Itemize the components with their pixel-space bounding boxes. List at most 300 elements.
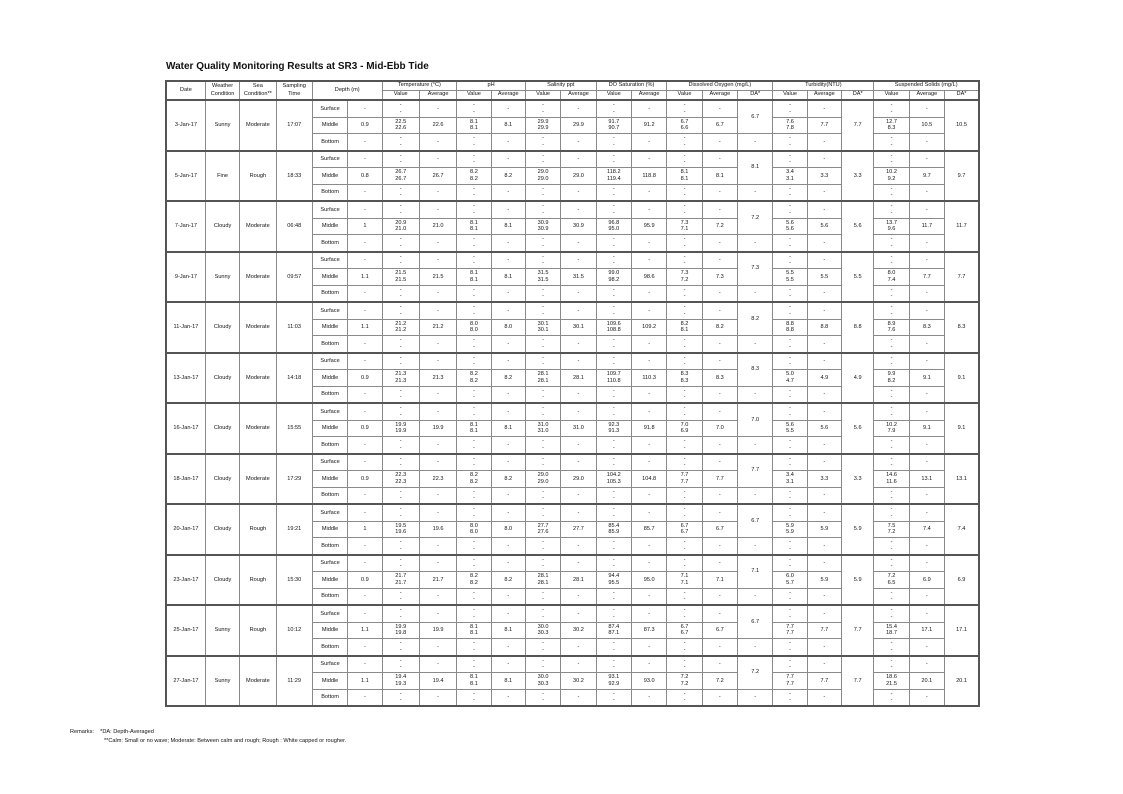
ph-average-cell: 8.2 <box>491 572 525 589</box>
suspended-solids-value-cell-1: - <box>890 102 893 109</box>
do-saturation-value-cell <box>596 117 631 134</box>
suspended-solids-value-cell-1: 18.6 <box>886 674 897 681</box>
suspended-solids-value-cell-2: 11.6 <box>886 478 897 485</box>
dissolved-oxygen-da-cell: 8.3 <box>738 353 773 387</box>
do-saturation-value-cell-2: - <box>612 192 615 199</box>
temperature-value-cell <box>382 403 419 420</box>
salinity-average-cell: - <box>561 403 596 420</box>
ph-value-cell-1: - <box>473 253 475 260</box>
salinity-average-cell: 30.2 <box>561 673 596 690</box>
salinity-value-cell <box>525 100 560 117</box>
turbidity-average-cell: - <box>807 538 841 555</box>
turbidity-value-cell <box>773 673 807 690</box>
do-saturation-value-cell-2: - <box>612 209 615 216</box>
salinity-value-cell-1: 29.9 <box>537 118 549 125</box>
do-saturation-value-cell-2: 105.3 <box>606 478 621 485</box>
temperature-value-cell-2: - <box>399 462 402 469</box>
ss-average-subheader: Average <box>909 91 944 101</box>
ph-average-cell: 8.1 <box>491 269 525 286</box>
suspended-solids-value-cell <box>874 370 909 387</box>
temperature-value-cell <box>382 370 419 387</box>
turbidity-average-cell: 7.7 <box>807 622 841 639</box>
suspended-solids-average-cell: 9.1 <box>909 420 944 437</box>
dissolved-oxygen-average-cell: 7.1 <box>702 572 737 589</box>
do-saturation-value-cell-1: - <box>612 236 615 243</box>
dissolved-oxygen-value-cell <box>667 151 702 168</box>
turbidity-value-cell-2: - <box>789 159 791 166</box>
salinity-value-cell <box>525 403 560 420</box>
turbidity-value-cell-2: - <box>789 664 791 671</box>
ph-value-cell <box>457 504 491 521</box>
weather-cell: Sunny <box>205 605 239 656</box>
salinity-value-cell <box>525 487 560 504</box>
depth-level-label: Middle <box>312 117 347 134</box>
suspended-solids-value-cell-1: - <box>890 185 893 192</box>
dissolved-oxygen-value-cell-1: - <box>683 152 686 159</box>
temperature-value-cell-2: - <box>399 192 402 199</box>
salinity-value-cell <box>525 504 560 521</box>
do-saturation-average-cell: - <box>631 302 666 319</box>
depth-level-label: Middle <box>312 370 347 387</box>
temperature-value-cell-1: - <box>399 506 402 513</box>
do-saturation-value-cell-2: - <box>612 697 615 704</box>
dissolved-oxygen-value-cell-2: - <box>683 159 686 166</box>
ph-value-cell-2: - <box>473 159 475 166</box>
salinity-average-cell: - <box>561 184 596 201</box>
ph-average-cell: 8.2 <box>491 370 525 387</box>
turbidity-value-cell-2: 7.8 <box>786 125 794 132</box>
temperature-value-cell <box>382 454 419 471</box>
salinity-value-cell-2: - <box>542 444 545 451</box>
do-saturation-value-cell <box>596 538 631 555</box>
salinity-value-cell-2: - <box>542 545 545 552</box>
ph-value-cell-1: 8.2 <box>470 472 478 479</box>
turbidity-value-cell-1: - <box>789 539 791 546</box>
ph-average-cell: 8.2 <box>491 168 525 185</box>
do-saturation-value-cell-2: - <box>612 444 615 451</box>
suspended-solids-value-cell <box>874 538 909 555</box>
salinity-value-cell <box>525 353 560 370</box>
ph-average-cell: - <box>491 252 525 269</box>
suspended-solids-average-cell: - <box>909 555 944 572</box>
temperature-average-cell: - <box>419 184 456 201</box>
turbidity-value-cell <box>773 437 807 454</box>
dissolved-oxygen-value-cell-1: - <box>683 488 686 495</box>
do-saturation-value-cell-1: - <box>612 203 615 210</box>
dissolved-oxygen-value-cell <box>667 184 702 201</box>
ph-value-cell-1: 8.2 <box>470 371 478 378</box>
suspended-solids-average-cell: 11.7 <box>909 218 944 235</box>
dissolved-oxygen-value-cell <box>667 639 702 656</box>
ph-value-cell-2: - <box>473 192 475 199</box>
suspended-solids-value-cell-1: 13.7 <box>886 219 897 226</box>
depth-value-cell: 1.1 <box>348 319 382 336</box>
temperature-value-cell-1: - <box>399 607 402 614</box>
ph-average-cell: - <box>491 100 525 117</box>
dissolved-oxygen-value-cell-2: 7.2 <box>680 276 689 283</box>
salinity-value-cell-2: - <box>542 411 545 418</box>
turbidity-value-cell <box>773 168 807 185</box>
do-saturation-value-cell <box>596 487 631 504</box>
temperature-value-cell <box>382 117 419 134</box>
ph-value-cell-2: - <box>473 209 475 216</box>
suspended-solids-average-cell: - <box>909 437 944 454</box>
ph-average-cell: - <box>491 302 525 319</box>
do-saturation-average-cell: - <box>631 689 666 706</box>
dissolved-oxygen-average-cell: 7.3 <box>702 269 737 286</box>
salinity-average-cell: - <box>561 386 596 403</box>
turbidity-value-cell-1: - <box>789 152 791 159</box>
turbidity-value-cell-1: - <box>789 438 791 445</box>
ph-value-cell-1: 8.1 <box>470 219 478 226</box>
do-saturation-value-cell-2: - <box>612 159 615 166</box>
temperature-value-cell-1: - <box>399 438 402 445</box>
date-cell: 16-Jan-17 <box>166 403 205 454</box>
dissolved-oxygen-da-cell: 7.3 <box>738 252 773 286</box>
sampling-time-cell: 15:55 <box>276 403 312 454</box>
temperature-value-cell <box>382 588 419 605</box>
temperature-value-cell-1: - <box>399 690 402 697</box>
dissolved-oxygen-average-cell: - <box>702 555 737 572</box>
depth-value-cell: - <box>348 252 382 269</box>
dissolved-oxygen-value-cell <box>667 572 702 589</box>
turbidity-value-cell-1: - <box>789 690 791 697</box>
ph-value-cell-1: - <box>473 488 475 495</box>
turbidity-value-cell-2: - <box>789 697 791 704</box>
temperature-value-cell-1: 26.7 <box>395 169 407 176</box>
temperature-average-cell: - <box>419 487 456 504</box>
do-saturation-value-cell-1: 85.4 <box>608 522 620 529</box>
do-saturation-average-cell: - <box>631 403 666 420</box>
turbidity-value-cell-2: - <box>789 495 791 502</box>
temperature-value-cell-1: - <box>399 152 402 159</box>
suspended-solids-value-cell-2: 9.6 <box>887 226 896 233</box>
dissolved-oxygen-value-cell-2: 8.1 <box>680 327 689 334</box>
dissolved-oxygen-value-cell <box>667 134 702 151</box>
do-saturation-value-cell <box>596 235 631 252</box>
salinity-value-cell-2: 29.0 <box>537 478 549 485</box>
suspended-solids-average-cell: - <box>909 656 944 673</box>
turbidity-average-cell: - <box>807 639 841 656</box>
ph-value-cell-1: - <box>473 438 475 445</box>
temperature-value-cell-2: - <box>399 563 402 570</box>
remarks-da-note: *DA: Depth-Averaged <box>100 729 154 735</box>
do-saturation-average-cell: - <box>631 639 666 656</box>
dissolved-oxygen-da-cell: 6.7 <box>738 100 773 134</box>
suspended-solids-value-cell-1: - <box>890 387 893 394</box>
turbidity-value-cell-2: - <box>789 361 791 368</box>
depth-level-label: Bottom <box>312 386 347 403</box>
salinity-average-cell: - <box>561 504 596 521</box>
do-saturation-value-cell <box>596 370 631 387</box>
salinity-value-cell-2: - <box>542 512 545 519</box>
dissolved-oxygen-da-cell: - <box>738 538 773 555</box>
suspended-solids-value-cell-2: - <box>890 394 893 401</box>
sampling-time-cell: 18:33 <box>276 151 312 202</box>
temperature-value-cell-1: - <box>399 203 402 210</box>
suspended-solids-average-cell: 9.1 <box>909 370 944 387</box>
turbidity-average-cell: - <box>807 454 841 471</box>
salinity-value-cell <box>525 201 560 218</box>
salinity-value-cell-2: - <box>542 361 545 368</box>
do-saturation-value-cell <box>596 572 631 589</box>
turbidity-average-cell: - <box>807 285 841 302</box>
temp-average-subheader: Average <box>419 91 456 101</box>
date-cell: 18-Jan-17 <box>166 454 205 505</box>
ph-average-cell: 8.2 <box>491 471 525 488</box>
suspended-solids-value-cell <box>874 572 909 589</box>
ph-value-cell <box>457 151 491 168</box>
depth-value-cell: - <box>348 151 382 168</box>
suspended-solids-value-cell-2: - <box>890 108 893 115</box>
do-saturation-value-cell-1: - <box>612 152 615 159</box>
salinity-value-cell <box>525 622 560 639</box>
dissolved-oxygen-value-cell-2: - <box>683 613 686 620</box>
remarks-line-1 <box>70 729 154 735</box>
dissolved-oxygen-average-cell: - <box>702 285 737 302</box>
dissolved-oxygen-da-cell: - <box>738 386 773 403</box>
do-saturation-value-cell-1: - <box>612 640 615 647</box>
salinity-value-cell <box>525 252 560 269</box>
temperature-value-cell-1: - <box>399 387 402 394</box>
temperature-value-cell-2: 19.3 <box>395 680 407 687</box>
ph-value-cell-2: - <box>473 293 475 300</box>
dissolved-oxygen-value-cell <box>667 269 702 286</box>
salinity-value-cell <box>525 235 560 252</box>
salinity-value-cell-1: - <box>542 337 545 344</box>
temperature-average-cell: - <box>419 588 456 605</box>
turbidity-value-cell-2: - <box>789 209 791 216</box>
salinity-value-cell <box>525 605 560 622</box>
do-saturation-value-cell-1: 118.2 <box>607 169 621 176</box>
ph-value-cell-1: - <box>473 539 475 546</box>
table-row <box>166 302 979 319</box>
suspended-solids-average-cell: - <box>909 302 944 319</box>
turbidity-average-cell: 5.5 <box>807 269 841 286</box>
do-saturation-value-cell-1: - <box>612 488 615 495</box>
salinity-value-cell-1: - <box>542 690 545 697</box>
depth-value-cell: - <box>348 504 382 521</box>
temperature-average-cell: 22.3 <box>419 471 456 488</box>
dissolved-oxygen-value-cell <box>667 370 702 387</box>
temperature-average-cell: 21.7 <box>419 572 456 589</box>
dissolved-oxygen-value-cell <box>667 622 702 639</box>
turbidity-average-cell: - <box>807 235 841 252</box>
suspended-solids-value-cell-2: - <box>890 159 893 166</box>
suspended-solids-average-cell: 10.5 <box>909 117 944 134</box>
temperature-average-cell: - <box>419 252 456 269</box>
turbidity-value-cell <box>773 622 807 639</box>
sea-condition-cell: Rough <box>240 504 276 555</box>
turbidity-value-cell-1: 7.6 <box>786 118 794 125</box>
turbidity-value-cell <box>773 689 807 706</box>
date-cell: 23-Jan-17 <box>166 555 205 606</box>
ph-average-cell: 8.1 <box>491 622 525 639</box>
ph-average-subheader: Average <box>491 91 525 101</box>
do-saturation-average-cell: - <box>631 487 666 504</box>
suspended-solids-value-cell-1: 14.6 <box>886 472 897 479</box>
depth-level-label: Surface <box>312 504 347 521</box>
turbidity-da-cell: 3.3 <box>842 454 874 505</box>
turbidity-average-cell: 5.9 <box>807 521 841 538</box>
suspended-solids-value-cell-1: - <box>890 152 893 159</box>
salinity-value-cell <box>525 218 560 235</box>
ph-value-cell <box>457 319 491 336</box>
sampling-time-cell: 11:03 <box>276 302 312 353</box>
dissolved-oxygen-value-cell-2: - <box>683 596 686 603</box>
salinity-average-cell: 29.0 <box>561 168 596 185</box>
ph-value-cell-1: - <box>473 152 475 159</box>
dissolved-oxygen-value-cell-1: - <box>683 556 686 563</box>
ph-average-cell: - <box>491 134 525 151</box>
salinity-value-cell <box>525 370 560 387</box>
depth-level-label: Surface <box>312 353 347 370</box>
do-saturation-value-cell-2: - <box>612 361 615 368</box>
suspended-solids-value-cell <box>874 403 909 420</box>
salinity-average-cell: - <box>561 100 596 117</box>
turbidity-value-cell <box>773 353 807 370</box>
ss-value-subheader: Value <box>874 91 909 101</box>
temperature-value-cell-1: - <box>399 337 402 344</box>
ph-average-cell: - <box>491 336 525 353</box>
suspended-solids-average-cell: - <box>909 134 944 151</box>
turbidity-average-cell: - <box>807 100 841 117</box>
dissolved-oxygen-value-cell-2: 6.9 <box>680 428 689 435</box>
sea-condition-cell: Rough <box>240 555 276 606</box>
depth-level-label: Middle <box>312 622 347 639</box>
ph-value-cell-1: - <box>473 455 475 462</box>
dissolved-oxygen-value-cell <box>667 319 702 336</box>
sampling-time-cell: 14:18 <box>276 353 312 404</box>
temperature-value-cell-1: 19.4 <box>395 674 407 681</box>
temperature-value-cell <box>382 656 419 673</box>
ph-value-cell <box>457 454 491 471</box>
suspended-solids-da-cell: 20.1 <box>945 656 979 707</box>
salinity-average-cell: - <box>561 134 596 151</box>
turbidity-value-cell <box>773 218 807 235</box>
page-title: Water Quality Monitoring Results at SR3 - Mid-Ebb Tide <box>166 61 429 72</box>
col-salinity-header: Salinity ppt <box>525 81 596 91</box>
depth-value-cell: - <box>348 656 382 673</box>
suspended-solids-value-cell-2: 7.2 <box>887 529 896 536</box>
suspended-solids-da-cell: 11.7 <box>945 201 979 252</box>
depth-level-label: Bottom <box>312 639 347 656</box>
temperature-value-cell-2: 21.7 <box>395 579 407 586</box>
depth-level-label: Surface <box>312 403 347 420</box>
suspended-solids-value-cell-2: - <box>890 361 893 368</box>
salinity-average-cell: - <box>561 285 596 302</box>
temperature-value-cell <box>382 622 419 639</box>
salinity-value-cell-1: - <box>542 304 545 311</box>
turbidity-value-cell <box>773 471 807 488</box>
do-saturation-value-cell-2: 92.9 <box>608 680 620 687</box>
do-saturation-average-cell: 91.8 <box>631 420 666 437</box>
suspended-solids-value-cell <box>874 386 909 403</box>
do-saturation-value-cell <box>596 656 631 673</box>
suspended-solids-average-cell: - <box>909 100 944 117</box>
do-saturation-value-cell-2: - <box>612 646 615 653</box>
dissolved-oxygen-average-cell: 8.3 <box>702 370 737 387</box>
col-depth-header: Depth (m) <box>312 81 382 100</box>
salinity-value-cell-2: - <box>542 563 545 570</box>
do-saturation-average-cell: 118.8 <box>631 168 666 185</box>
sea-condition-cell: Moderate <box>240 302 276 353</box>
do-saturation-value-cell <box>596 521 631 538</box>
suspended-solids-average-cell: 6.9 <box>909 572 944 589</box>
do-saturation-value-cell-2: 87.1 <box>608 630 620 637</box>
ph-value-cell-2: - <box>473 444 475 451</box>
turbidity-value-cell-1: 7.7 <box>786 674 794 681</box>
salinity-value-cell-1: - <box>542 405 545 412</box>
depth-value-cell: - <box>348 302 382 319</box>
temperature-value-cell <box>382 538 419 555</box>
temperature-value-cell-2: - <box>399 512 402 519</box>
salinity-value-cell <box>525 471 560 488</box>
temperature-value-cell <box>382 437 419 454</box>
turbidity-value-cell-2: 5.5 <box>786 276 794 283</box>
temperature-value-cell-2: - <box>399 596 402 603</box>
do-saturation-value-cell-1: 109.6 <box>606 320 621 327</box>
ph-value-cell <box>457 689 491 706</box>
do-saturation-value-cell-2: - <box>612 613 615 620</box>
turbidity-value-cell-1: - <box>789 354 791 361</box>
salinity-value-cell <box>525 336 560 353</box>
turbidity-value-cell-1: - <box>789 337 791 344</box>
suspended-solids-value-cell <box>874 319 909 336</box>
do-saturation-value-cell-1: - <box>612 337 615 344</box>
do-saturation-value-cell-1: - <box>612 185 615 192</box>
salinity-value-cell <box>525 168 560 185</box>
turbidity-average-cell: - <box>807 386 841 403</box>
turbidity-average-cell: 5.6 <box>807 218 841 235</box>
do-saturation-average-cell: - <box>631 201 666 218</box>
turbidity-average-cell: 5.6 <box>807 420 841 437</box>
depth-value-cell: - <box>348 184 382 201</box>
turbidity-value-cell-2: - <box>789 242 791 249</box>
temperature-value-cell <box>382 521 419 538</box>
temperature-average-cell: - <box>419 386 456 403</box>
suspended-solids-average-cell: 7.4 <box>909 521 944 538</box>
ph-value-cell-1: - <box>473 135 475 142</box>
suspended-solids-average-cell: - <box>909 386 944 403</box>
do-saturation-value-cell-2: - <box>612 545 615 552</box>
temperature-average-cell: - <box>419 151 456 168</box>
salinity-value-cell <box>525 319 560 336</box>
dissolved-oxygen-value-cell-2: - <box>683 545 686 552</box>
suspended-solids-value-cell <box>874 285 909 302</box>
salinity-value-cell-1: - <box>542 539 545 546</box>
turbidity-value-cell-1: 6.0 <box>786 573 794 580</box>
salinity-value-cell <box>525 673 560 690</box>
do-saturation-value-cell-1: 94.4 <box>608 573 620 580</box>
suspended-solids-value-cell <box>874 235 909 252</box>
do-saturation-value-cell-2: - <box>612 411 615 418</box>
do-saturation-value-cell <box>596 420 631 437</box>
turbidity-average-cell: - <box>807 184 841 201</box>
turbidity-value-cell-1: - <box>789 135 791 142</box>
dissolved-oxygen-da-cell: - <box>738 235 773 252</box>
do-saturation-average-cell: - <box>631 151 666 168</box>
dissolved-oxygen-average-cell: - <box>702 201 737 218</box>
ph-value-cell <box>457 656 491 673</box>
dissolved-oxygen-value-cell-1: 8.2 <box>680 320 689 327</box>
salinity-average-cell: 28.1 <box>561 370 596 387</box>
dissolved-oxygen-value-cell <box>667 656 702 673</box>
dissolved-oxygen-average-cell: 6.7 <box>702 117 737 134</box>
do-saturation-value-cell-1: - <box>612 607 615 614</box>
suspended-solids-da-cell: 9.7 <box>945 151 979 202</box>
dissolved-oxygen-da-cell: 8.2 <box>738 302 773 336</box>
